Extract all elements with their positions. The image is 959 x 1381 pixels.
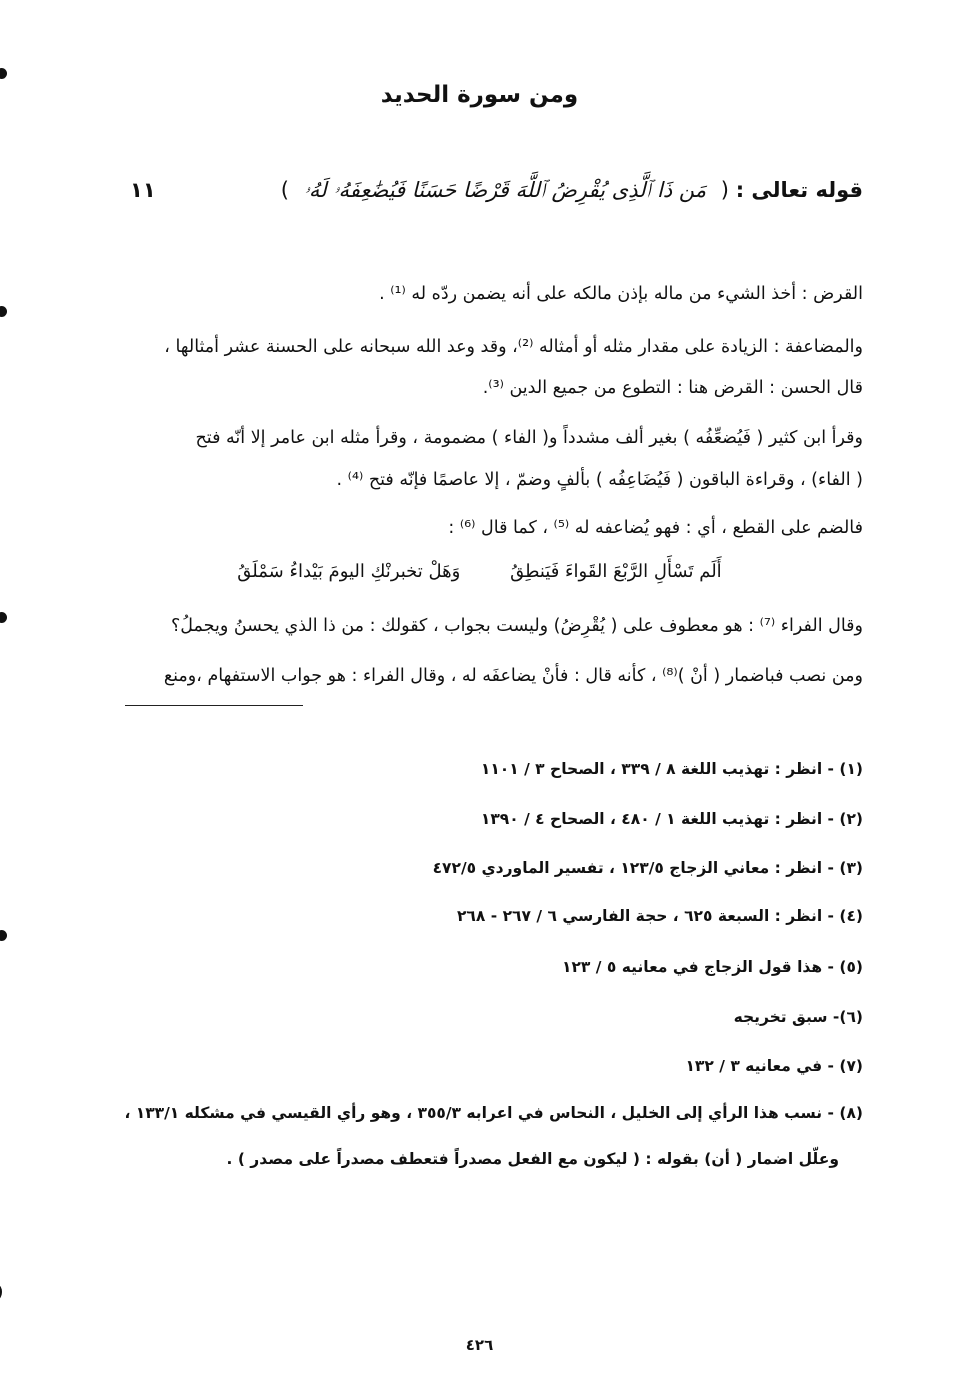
body-line-7: وقال الفراء ⁽⁷⁾ : هو معطوف على ( يُقْرِضُ) وليست بجواب ، كقولك : من ذا الذي يحسنُ ويجملُ؟: [171, 616, 863, 636]
footnote-1: (١) - انظر : تهذيب اللغة ٨ / ٣٣٩ ، الصحاح ٣ / ١١٠١: [480, 760, 863, 778]
binding-hole-mark: [0, 68, 7, 79]
verse-close-paren: ): [280, 178, 289, 202]
body-line-1: القرض : أخذ الشيء من ماله بإذن مالكه على أنه يضمن ردّه له ⁽¹⁾ .: [379, 284, 863, 304]
quran-verse-text: مَن ذَا ٱلَّذِى يُقْرِضُ ٱللَّهَ قَرْضًا حَسَنًا فَيُضَٰعِفَهُۥ لَهُۥ: [303, 178, 707, 202]
verse-lead: قوله تعالى :: [735, 178, 863, 202]
binding-hole-mark: [0, 612, 7, 623]
poem-verse: [0, 561, 959, 582]
footnote-4: (٤) - انظر : السبعة ٦٢٥ ، حجة الفارسي ٦ / ٢٦٧ - ٢٦٨: [456, 907, 863, 925]
binding-hole-mark: [0, 1285, 2, 1299]
footnote-8-continued: وعلّل اضمار ( أن) بقوله : ( ليكون مع الفعل مصدراً فتعطف مصدراً على مصدر ) .: [226, 1150, 839, 1168]
footnote-8: (٨) - نسب هذا الرأي إلى الخليل ، النحاس في اعرابه ٣٥٥/٣ ، وهو رأي القيسي في مشكله ١٣٣/١ ،: [124, 1104, 863, 1122]
verse-number: ١١: [130, 178, 156, 202]
body-line-5: ( الفاء) ، وقراءة الباقون ( فَيُضَاعِفُه ) بألفٍ وضمّ ، إلا عاصمًا فإنّه فتح ⁽⁴⁾ .: [336, 470, 863, 490]
poem-second-hemistich: وَهَلْ تخبرنْكِ اليومَ بَيْداءُ سَمْلَقُ: [237, 561, 461, 582]
footnote-2: (٢) - انظر : تهذيب اللغة ١ / ٤٨٠ ، الصحاح ٤ / ١٣٩٠: [480, 810, 863, 828]
body-line-6: فالضم على القطع ، أي : فهو يُضاعفه له ⁽⁵⁾ ، كما قال ⁽⁶⁾ :: [448, 518, 863, 538]
footnote-5: (٥) - هذا قول الزجاج في معانيه ٥ / ١٢٣: [562, 958, 863, 976]
poem-first-hemistich: أَلَم تَسْأَلِ الرَّبْعَ القَواءَ فَيَنطِقُ: [510, 561, 722, 582]
footnote-3: (٣) - انظر : معاني الزجاج ١٢٣/٥ ، تفسير الماوردي ٤٧٢/٥: [432, 859, 863, 877]
body-line-8: ومن نصب فباضمار ( أنْ )⁽⁸⁾ ، كأنه قال : فأنْ يضاعفَه له ، وقال الفراء : هو جواب الاستفهام ،ومنع: [163, 666, 863, 686]
verse-line: [130, 178, 863, 203]
verse-open-paren: (: [720, 178, 729, 202]
body-line-3: قال الحسن : القرض هنا : التطوع من جميع الدين ⁽³⁾.: [482, 378, 863, 398]
footnote-6: (٦)- سبق تخريجه: [733, 1008, 863, 1026]
body-line-4: وقرأ ابن كثير ( فَيُضعِّفُه ) بغير ألف مشدداً و( الفاء ) مضمومة ، وقرأ مثله ابن عامر إلا أنّه فتح: [195, 428, 863, 448]
binding-hole-mark: [0, 930, 7, 941]
binding-hole-mark: [0, 306, 7, 317]
footnote-separator: [125, 705, 303, 706]
page-number: ٤٢٦: [465, 1336, 494, 1354]
chapter-header: ومن سورة الحديد: [380, 82, 579, 108]
footnote-7: (٧) - في معانيه ٣ / ١٣٢: [685, 1057, 863, 1075]
body-line-2: والمضاعفة : الزيادة على مقدار مثله أو أمثاله ⁽²⁾، وقد وعد الله سبحانه على الحسنة عشر أمثالها ،: [164, 337, 863, 357]
